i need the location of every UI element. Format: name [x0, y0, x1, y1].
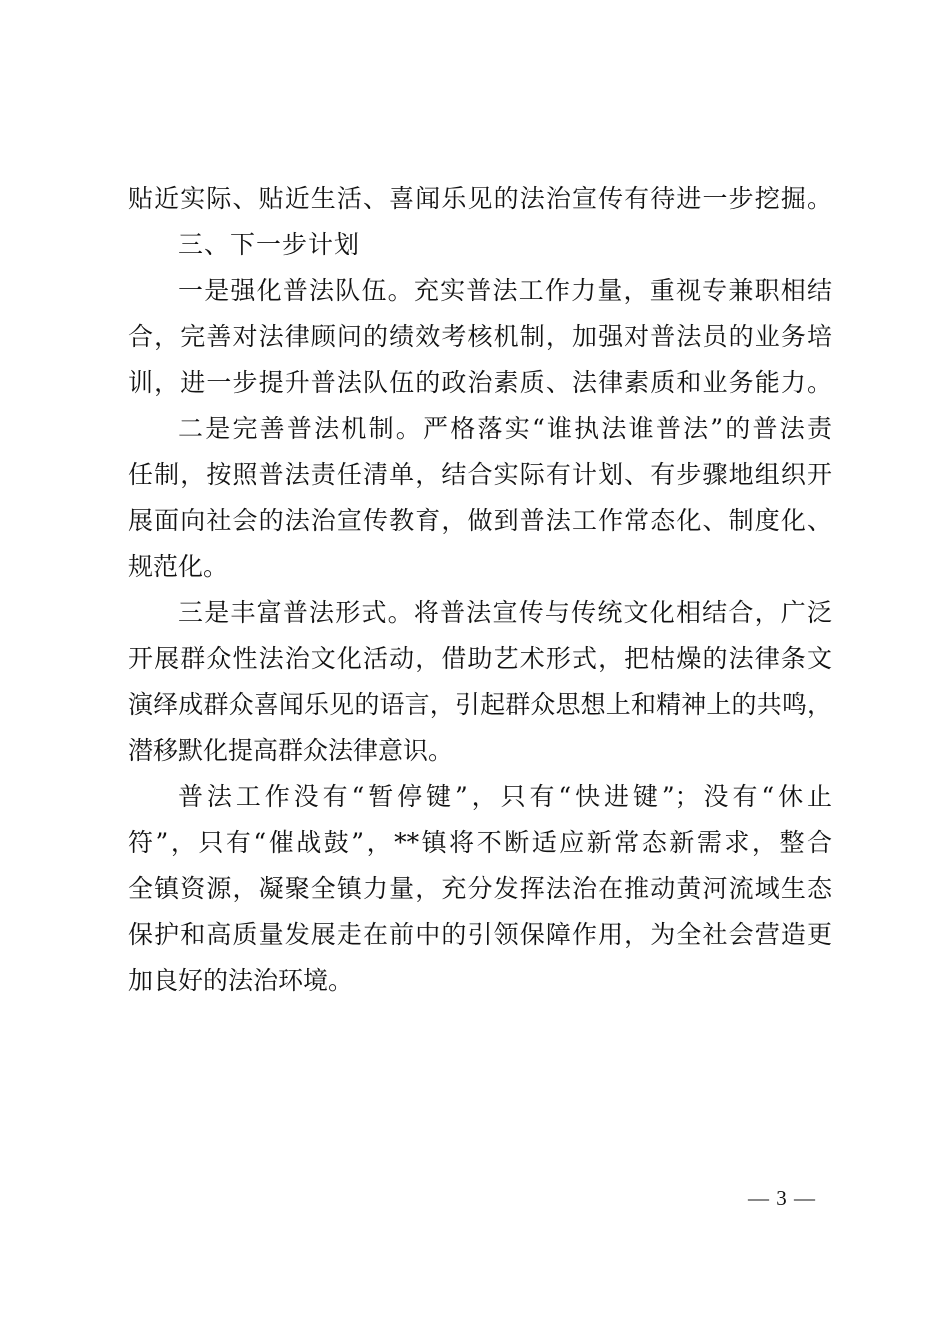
page-number: — 3 —: [748, 1186, 816, 1210]
paragraph-line: 任制，按照普法责任清单，结合实际有计划、有步骤地组织开: [128, 460, 832, 489]
document-body: [128, 176, 832, 1004]
paragraph-line: 展面向社会的法治宣传教育，做到普法工作常态化、制度化、: [128, 506, 832, 535]
paragraph-line: 三是丰富普法形式。将普法宣传与传统文化相结合，广泛: [178, 598, 832, 627]
paragraph-line: 合，完善对法律顾问的绩效考核机制，加强对普法员的业务培: [128, 322, 832, 351]
paragraph-line: 一是强化普法队伍。充实普法工作力量，重视专兼职相结: [178, 276, 832, 305]
paragraph-line: 全镇资源，凝聚全镇力量，充分发挥法治在推动黄河流域生态: [128, 874, 832, 903]
paragraph-line: 普法工作没有“暂停键”，只有“快进键”；没有“休止: [178, 782, 832, 811]
paragraph-line: 潜移默化提高群众法律意识。: [128, 736, 454, 765]
paragraph-line: 二是完善普法机制。严格落实“谁执法谁普法”的普法责: [178, 414, 832, 443]
paragraph-line: 加良好的法治环境。: [128, 966, 354, 995]
paragraph-line: 演绎成群众喜闻乐见的语言，引起群众思想上和精神上的共鸣，: [128, 690, 832, 719]
paragraph-continuation-line: 贴近实际、贴近生活、喜闻乐见的法治宣传有待进一步挖掘。: [128, 184, 832, 213]
section-heading: 三、下一步计划: [178, 230, 361, 259]
paragraph-line: 规范化。: [128, 552, 229, 581]
paragraph-line: 开展群众性法治文化活动，借助艺术形式，把枯燥的法律条文: [128, 644, 832, 673]
paragraph-line: 训，进一步提升普法队伍的政治素质、法律素质和业务能力。: [128, 368, 832, 397]
paragraph-line: 符”，只有“催战鼓”，**镇将不断适应新常态新需求，整合: [128, 828, 832, 857]
paragraph-line: 保护和高质量发展走在前中的引领保障作用，为全社会营造更: [128, 920, 832, 949]
